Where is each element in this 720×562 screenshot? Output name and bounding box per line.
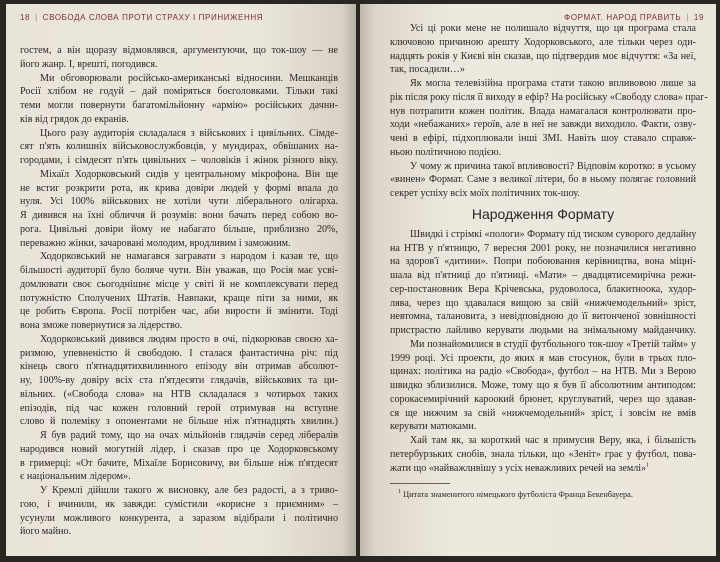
- text-line-content: невтомна, талановита, з невідповідною до її витонченої зовнішності: [390, 311, 696, 323]
- text-line: [390, 132, 696, 146]
- text-line: [390, 187, 696, 201]
- header-separator: |: [35, 13, 38, 22]
- text-line: [390, 324, 696, 338]
- text-line-content: Росії хлібом не годуй – дай поміряться боєголовками. Тільки такі: [20, 86, 338, 98]
- text-line-content: ньою політичною подією.: [390, 146, 502, 158]
- left-running-header: [20, 13, 263, 22]
- text-line: [20, 113, 338, 127]
- text-line-content: потужністю Сполучених Штатів. Навпаки, краще піти за ними, як: [20, 292, 338, 304]
- footnote-marker: 1: [398, 489, 401, 496]
- text-line-content: в гримерці: «От бачите, Міхаїле Борисовичу, ви більше ніж п'ятдесят: [20, 457, 338, 469]
- text-line: [390, 77, 696, 91]
- text-line: [20, 429, 338, 443]
- text-line: [20, 72, 338, 86]
- text-line-content: городами, і сімдесят п'ять цивільних – чоловіків і жінок різного віку.: [20, 155, 338, 166]
- text-line-content: ків від грядок до екранів.: [20, 113, 129, 125]
- text-line: [390, 63, 696, 77]
- text-line: [20, 44, 338, 58]
- text-line: [20, 127, 338, 141]
- text-line: [20, 360, 338, 374]
- text-line: [20, 154, 338, 168]
- text-line-content: теми могли повернути багатомільйонну «армію» російських дачни-: [20, 100, 338, 111]
- text-line: [20, 168, 338, 182]
- text-line-content: вона зможе повернутися за лідерство.: [20, 320, 183, 331]
- text-line: [390, 242, 696, 256]
- text-line: [20, 402, 338, 416]
- text-line-content: рік після року після її виходу в ефір? На російську «Свободу слова» праг-: [390, 91, 708, 103]
- text-line-content: на здоров'ї «дитини». Попри побоювання керівництва, вона міцні-: [390, 256, 696, 268]
- text-line: [390, 420, 696, 434]
- text-line: [390, 407, 696, 421]
- text-line: [390, 173, 696, 187]
- text-line-content: лява, через що здавалася вищою за свій «нижчемодельний» зріст,: [390, 297, 696, 309]
- text-line-content: щинах: політика на радіо «Свобода», футбол – на НТВ. Ми з Верою: [390, 366, 696, 378]
- text-line-content: гою, і вчинили, як завжди: сумістили «корисне з приємним» –: [20, 498, 338, 510]
- text-line-content: чені в ефірі, підхоплювали інші ЗМІ. Навіть шоу ставало справж-: [390, 133, 696, 144]
- footnote-text: Цитата знаменитого німецького футболіста Франца Бекенбауера.: [403, 490, 633, 500]
- text-line-content: сер-постановник Вера Крічевська, рудоволоса, блакитноока, худор-: [390, 283, 696, 295]
- text-line-content: Швидкі і стрімкі «пологи» Формату під тиском суворого дедлайну: [410, 228, 697, 240]
- left-header-title: СВОБОДА СЛОВА ПРОТИ СТРАХУ І ПРИНИЖЕННЯ: [42, 13, 264, 22]
- text-line: [390, 338, 696, 352]
- text-line-content: У Кремлі дійшли такого ж висновку, але без радості, а з триво-: [40, 485, 338, 496]
- header-separator: |: [686, 13, 689, 22]
- text-line: [20, 388, 338, 402]
- text-line-content: 1999 році. Усі проекти, до яких я мав стосунок, були в трьох пло-: [390, 352, 696, 364]
- text-line: [390, 352, 696, 366]
- right-text-block-b: [390, 228, 696, 476]
- text-line-content: Хай там як, за короткий час я примусив Веру, яка, і більшість: [410, 435, 696, 446]
- text-line: [20, 182, 338, 196]
- text-line: [20, 484, 338, 498]
- text-line: [20, 85, 338, 99]
- text-line-content: секрет успіху всіх моїх політичних ток-шоу.: [390, 188, 580, 199]
- text-line: [390, 393, 696, 407]
- text-line: [390, 297, 696, 311]
- text-line-content: це робить Європа. Росії потрібен час, аби вирости й змінити. Тоді: [20, 306, 338, 318]
- text-line-content: шала від п'ятниці до п'ятниці. «Мати» – двадцятисемирічна режи-: [390, 270, 696, 281]
- text-line: [390, 283, 696, 297]
- text-line-content: Я був радий тому, що на очах мільйонів глядачів серед лібералів: [40, 430, 338, 441]
- text-line: [20, 347, 338, 361]
- text-line: [20, 415, 338, 429]
- text-line: [20, 333, 338, 347]
- text-line-content: «винен» Формат. Саме з великої літери, бо в ньому полягає головний: [390, 174, 696, 186]
- text-line: [390, 22, 696, 36]
- text-line: [20, 470, 338, 484]
- text-line-content: є національним лідером».: [20, 471, 131, 483]
- text-line-content: сорокасемирічний кароокий брюнет, круглуватий, через що здавав-: [390, 393, 696, 405]
- text-line-content: ключовою причиною арешту Ходорковського, але тільки через оди-: [390, 36, 696, 48]
- text-line-content: вільних. («Свобода слова» на НТВ складалася з чотирьох таких: [20, 388, 338, 400]
- text-line: [20, 374, 338, 388]
- footnote: [390, 489, 696, 500]
- left-body-text: [20, 44, 338, 539]
- footnote-rule: [390, 483, 450, 484]
- text-line: [390, 118, 696, 132]
- text-line-content: ну, 100%-ву довіру всіх ста п'ятдесяти глядачів, військових та ци-: [20, 375, 338, 386]
- text-line: [20, 319, 338, 333]
- text-line-content: так, посадили…»: [390, 64, 465, 76]
- text-line: [390, 146, 696, 160]
- text-line: [390, 365, 696, 379]
- text-line-content: на НТВ у п'ятницю, 7 вересня 2001 року, не позначилися негативно: [390, 242, 696, 254]
- text-line: [20, 223, 338, 237]
- section-heading: Народження Формату: [471, 205, 615, 222]
- text-line-content: керувати матюками.: [390, 421, 477, 433]
- text-line-content: У чому ж причина такої впливовості? Відповім коротко: в усьому: [410, 160, 696, 172]
- text-line-content: Ходорковський не намагався загравати з народом і казав те, що: [40, 251, 338, 263]
- text-line: [20, 140, 338, 154]
- text-line-content: народився новий могутній лідер, і сказав про це Ходорковському: [20, 443, 338, 455]
- text-line-content: переважно жінки, зачаровані молодим, вродливим і заможним.: [20, 237, 291, 249]
- text-line: [390, 105, 696, 119]
- text-line: [390, 228, 696, 242]
- text-line-content: ризмою, упевненістю й свободою. І сталася фантастична річ: під: [20, 347, 338, 359]
- text-line-content: нуля. Усі 100% військових не хотіли чути ліберального олігарха.: [20, 196, 338, 208]
- text-line: [20, 237, 338, 251]
- text-line: [20, 498, 338, 512]
- text-line-content: Міхаїл Ходорковський сидів у центральному мікрофона. Він ще: [40, 168, 338, 180]
- right-page-number: 19: [693, 13, 704, 22]
- text-line: [390, 50, 696, 64]
- text-line-content: жати що «найважливішу з усіх неважливих речей на землі»: [390, 462, 647, 474]
- text-line-content: Ходорковський дивився людям просто в очі, підкорював своєю ха-: [40, 333, 338, 345]
- text-line: [20, 195, 338, 209]
- text-line-content: надцять років у Києві він сказав, що підтвердив моє відчуття: «За неї,: [390, 50, 696, 62]
- text-line: [390, 91, 708, 105]
- right-header-title: ФОРМАТ. НАРОД ПРАВИТЬ: [564, 13, 682, 22]
- text-line-content: слово й полеміку з опонентами не більше ніж п'ятнадцять хвилин.): [20, 416, 338, 428]
- text-line-content: гостем, а він щоразу відмовлявся, аргументуючи, що ток-шоу — не: [20, 45, 338, 56]
- text-line-content: не встиг розкрити рота, як крива довіри людей у формі впала до: [20, 182, 338, 194]
- left-page: [6, 4, 356, 556]
- text-line-content: епізодів, під час кожен головний герой отримував на вступне: [20, 402, 338, 414]
- text-line-content: Усі ці роки мене не полишало відчуття, що ця програма стала: [410, 23, 696, 34]
- text-line: [20, 443, 338, 457]
- text-line-content: більшості аудиторії було боляче чути. Він уважав, що Росія має усві-: [20, 265, 338, 276]
- text-line-content: домлювати своє сьогоднішнє місце у світі й не комплексувати перед: [20, 278, 338, 290]
- text-line-content: Я дивився на їхні обличчя й розумів: вони бачать перед собою во-: [20, 210, 338, 221]
- right-body-text: [390, 22, 708, 500]
- text-line: [20, 99, 338, 113]
- text-line: [390, 434, 696, 448]
- text-line: [390, 255, 696, 269]
- right-page: [360, 4, 716, 556]
- text-line-content: швидко зблизилися. Може, тому що я був її абсолютним антиподом:: [390, 380, 696, 391]
- text-line-content: пристрастю лайливо керувати людьми на знімальному майданчику.: [390, 325, 696, 336]
- text-line: [20, 250, 338, 264]
- text-line: [20, 525, 338, 539]
- text-line: [390, 36, 696, 50]
- text-line-content: його жанр. І, врешті, погодився.: [20, 58, 158, 70]
- text-line: [390, 448, 696, 462]
- text-line-content: Цього разу аудиторія складалася з військових і цивільних. Сімде-: [40, 127, 338, 139]
- text-line: [20, 292, 338, 306]
- text-line: [390, 269, 696, 283]
- text-line: [20, 305, 338, 319]
- text-line-content: кінець свого п'ятнадцятихвилинного епізоду він отримав абсолют-: [20, 361, 338, 373]
- footnote-reference: 1: [646, 462, 650, 469]
- text-line-content: рога. Цивільні довіри йому не набагато більше, приблизно 20%,: [20, 223, 338, 235]
- text-line: [390, 310, 696, 324]
- text-line-content: ся ще нижчим за свій «нижчемодельний» зріст, і зовсім не вмів: [390, 407, 696, 419]
- text-line: [20, 264, 338, 278]
- right-running-header: [564, 13, 704, 22]
- text-line-content: сят п'ять колишніх військовослужбовців, у мундирах, обвішаних на-: [20, 141, 338, 153]
- text-line-content: усунули можливого конкурента, а заразом відібрали і політично: [20, 512, 338, 524]
- text-line: [390, 379, 696, 393]
- text-line: [390, 462, 696, 476]
- left-page-number: 18: [20, 13, 31, 22]
- text-line-content: ходи «небажаних» героїв, але в неї не завжди виходило. Факти, озву-: [390, 119, 696, 131]
- text-line-content: Як могла телевізійна програма стати такою впливовою лише за: [410, 78, 696, 89]
- text-line-content: нув потрапити кожен політик. Влада намагалася контролювати про-: [390, 105, 696, 117]
- text-line: [20, 58, 338, 72]
- right-text-block-a: [390, 22, 708, 201]
- text-line: [20, 457, 338, 471]
- text-line: [20, 278, 338, 292]
- text-line-content: Ми обговорювали російсько-американські відносини. Мешканців: [40, 72, 338, 84]
- text-line: [390, 160, 696, 174]
- text-line-content: його майно.: [20, 526, 72, 538]
- text-line: [20, 209, 338, 223]
- text-line-content: Ми познайомилися в студії футбольного ток-шоу «Третій тайм» у: [410, 338, 696, 350]
- text-line-content: петербурзьких снобів, знала тільки, що «Зеніт» грає у футбол, пова-: [390, 448, 696, 460]
- text-line: [20, 512, 338, 526]
